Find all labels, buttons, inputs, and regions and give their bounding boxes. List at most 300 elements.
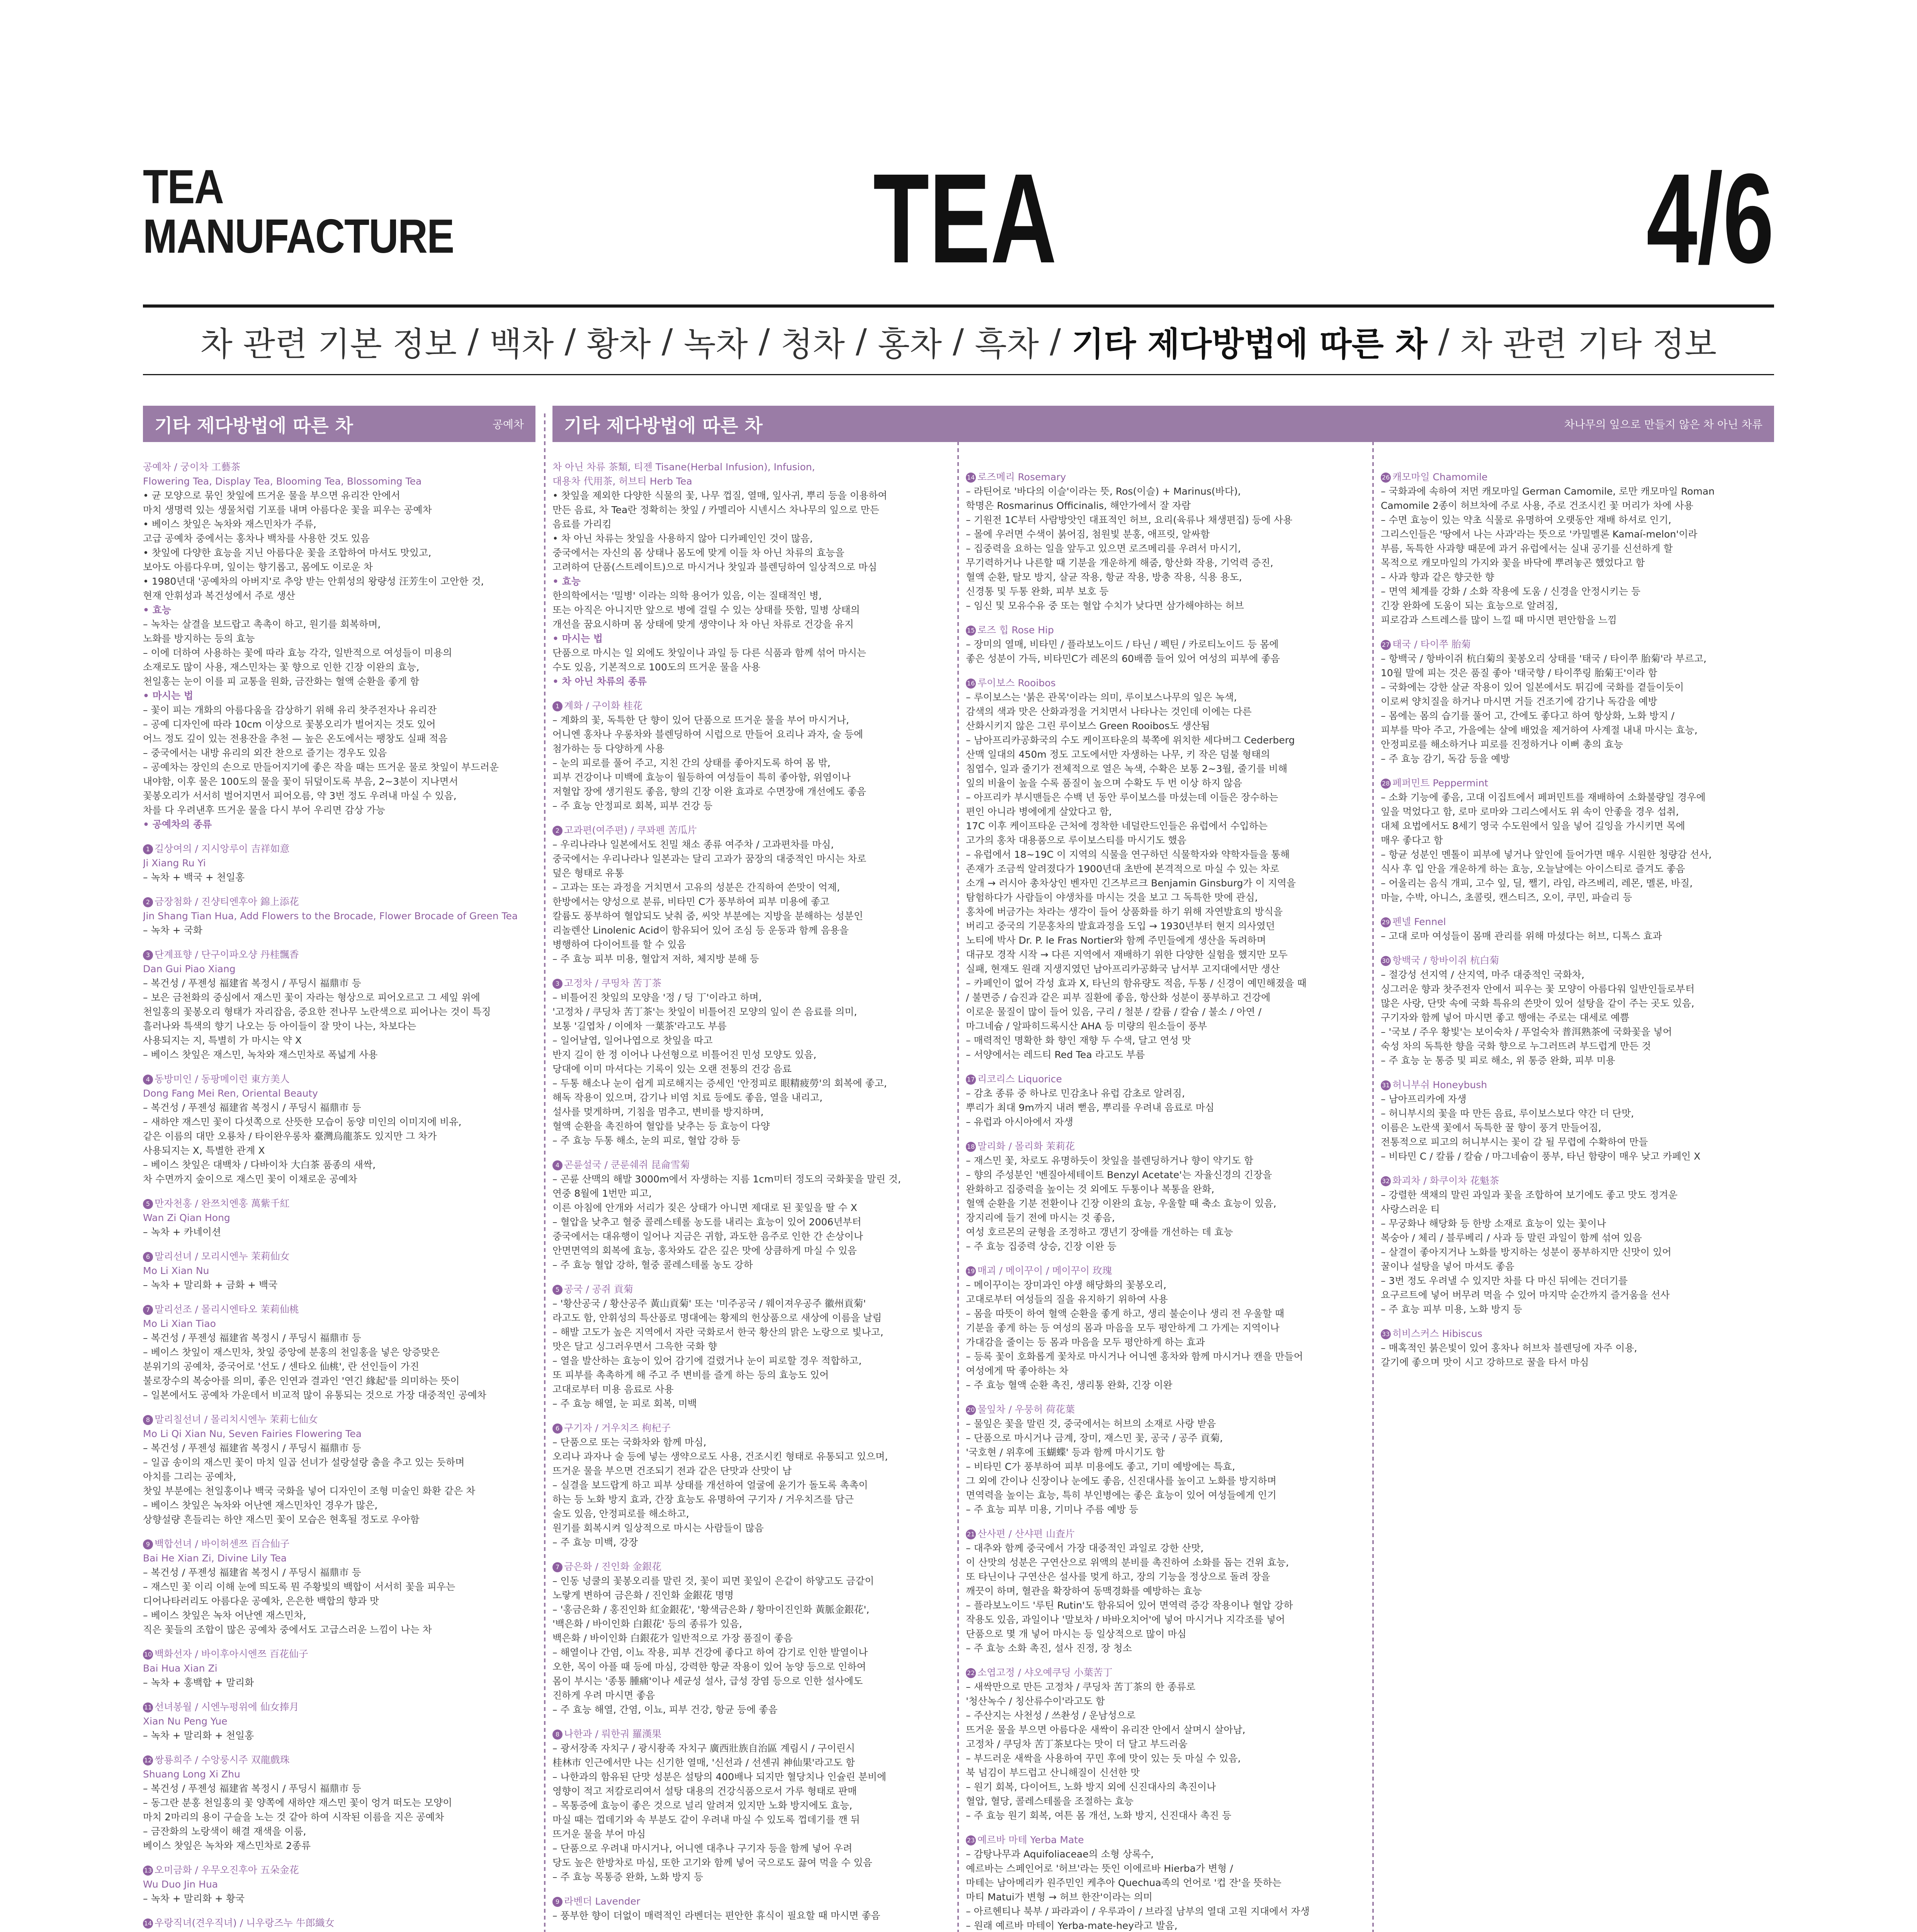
tea-entry xyxy=(552,976,947,1148)
tea-entry-line: – 광서장족 자치구 / 광시좡족 자치구 廣西壯族自治區 계림시 / 구이린시 xyxy=(552,1743,855,1754)
tea-entry-line: 17C 이후 케이프타운 근처에 정착한 네덜란드인들은 유럽에서 수입하는 xyxy=(966,820,1268,832)
tea-entry-title xyxy=(1381,470,1774,484)
tea-entry-line: – 비타민 C / 칼륨 / 칼슘 / 마그네슘이 풍부, 타닌 함량이 매우 낮고 카페인 X xyxy=(1381,1151,1701,1162)
nav-separator: / xyxy=(467,322,479,361)
entry-number-badge: 2 xyxy=(143,897,153,907)
entry-number-badge: 33 xyxy=(1381,1329,1391,1339)
nav-item[interactable]: 기타 제다방법에 따른 차 xyxy=(1072,325,1428,364)
tea-entry xyxy=(552,823,947,966)
tea-entry-line: – 곤륜 산맥의 해발 3000m에서 자생하는 지름 1cm미터 정도의 국화꽃을 말린 것, xyxy=(552,1173,901,1185)
tea-entry-line: 당대에 이미 마셔다는 기록이 있는 오랜 전통의 건강 음료 xyxy=(552,1063,792,1075)
tea-name-english: Dan Gui Piao Xiang xyxy=(143,963,236,975)
page-number: 4/6 xyxy=(1646,147,1774,289)
howto-line: – 공예 디자인에 따라 10cm 이상으로 꽃봉오리가 벌어지는 것도 있어 xyxy=(143,719,436,730)
tea-entry-line: – 베이스 찻잎은 대백차 / 다바이차 大白茶 품종의 새싹, xyxy=(143,1159,376,1170)
tea-entry-title xyxy=(966,1264,1364,1278)
entry-number-badge: 15 xyxy=(966,626,976,636)
tea-entry-line: – 베이스 찻잎은 재스민, 녹차와 재스민차로 폭넓게 사용 xyxy=(143,1049,378,1060)
tea-name: 펜넬 Fennel xyxy=(1392,916,1446,927)
tea-entry-line: 천일홍의 꽃봉오리 형태가 자리잡음, 중요한 전나무 노란색으로 피어나는 것이 특징 xyxy=(143,1006,491,1017)
tea-name: 쌍룡희주 / 수앙룽시주 双龍戲珠 xyxy=(155,1754,290,1765)
tea-entry-title xyxy=(966,470,1364,484)
tea-entry-line: – 장미의 열매, 비타민 / 플라보노이드 / 타닌 / 펙틴 / 카로티노이드 등 몸에 xyxy=(966,639,1279,650)
tea-entry-title xyxy=(966,1665,1364,1680)
entry-number-badge: 31 xyxy=(1381,1080,1391,1090)
tea-entry-line: – 대추와 함께 중국에서 가장 대중적인 과일로 강한 산맛, xyxy=(966,1543,1204,1554)
tea-entry-line: 진하게 우려 마시면 좋음 xyxy=(552,1690,655,1701)
tea-entry-line: – 비타민 C가 풍부하여 피부 미용에도 좋고, 기미 예방에는 특효, xyxy=(966,1461,1235,1472)
tea-name: 구기자 / 거우치즈 枸杞子 xyxy=(564,1422,671,1434)
section-title: 공예차 / 궁이차 工藝茶 xyxy=(143,461,241,473)
tea-entry-line: – 복건성 / 푸젠성 福建省 복정시 / 푸딩시 福鼎市 등 xyxy=(143,1567,361,1578)
tea-entry-line: – 면역 체계를 강화 / 소화 작용에 도움 / 신경을 안정시키는 등 xyxy=(1381,586,1641,597)
tea-name: 리코리스 Liquorice xyxy=(977,1073,1062,1085)
tea-entry-line: 뜨거운 물을 부으면 건조되기 전과 같은 단맛과 산맛이 남 xyxy=(552,1465,792,1476)
tea-name-english: Mo Li Xian Tiao xyxy=(143,1318,216,1329)
tea-name: 말리화 / 몰리화 茉莉花 xyxy=(977,1141,1075,1152)
tea-entry xyxy=(966,470,1364,613)
tea-entry-line: 고대로부터 미용 음료로 사용 xyxy=(552,1384,674,1395)
intro-line: 만든 음료, 차 Tea란 정확히는 찻잎 / 카멜리아 시넨시스 차나무의 잎으로 만든 xyxy=(552,504,879,515)
tea-name: 소엽고정 / 샤오예쿠딩 小葉苦丁 xyxy=(977,1667,1113,1678)
tea-entry-line: – 일곱 송이의 재스민 꽃이 마치 일곱 선녀가 설랑설랑 춤을 추고 있는 듯하며 xyxy=(143,1457,465,1468)
tea-entry-line: – 금잔화의 노랑색이 해결 재색을 이룸, xyxy=(143,1826,306,1837)
intro-line: 중국에서는 자신의 몸 상태나 몸도에 맞게 이들 차 아닌 차류의 효능을 xyxy=(552,547,845,558)
tea-entry-line: 마그네슘 / 알파히드록시산 AHA 등 미량의 원소들이 풍부 xyxy=(966,1020,1207,1032)
tea-entry-line: 숙성 차의 독특한 향을 국화 향으로 누그러뜨려 부드럽게 만든 것 xyxy=(1381,1041,1651,1052)
header-rule-bottom xyxy=(143,374,1774,375)
tea-entry-line: – 아프리카 부시맨들은 수백 년 동안 루이보스를 마셨는데 이들은 장수하는 xyxy=(966,792,1278,803)
tea-entry-line: – 플라보노이드 '루틴 Rutin'도 함유되어 있어 면역력 증강 작용이나 혈압 강하 xyxy=(966,1600,1293,1611)
tea-name: 페퍼민트 Peppermint xyxy=(1392,777,1489,789)
tea-name: 금은화 / 진인화 金銀花 xyxy=(564,1561,662,1572)
tea-entry xyxy=(143,1863,537,1906)
tea-entry-line: Camomile 2종이 허브차에 주로 사용, 주로 건조시킨 꽃 머리가 차에 사용 xyxy=(1381,500,1693,511)
tea-entry-line: 안면면역의 회복에 효능, 홍차와도 같은 깊은 맛에 상큼하게 마실 수 있음 xyxy=(552,1245,857,1256)
intro-line: 현재 안휘성과 복건성에서 주로 생산 xyxy=(143,590,296,601)
tea-entry-line: 여성 호르몬의 균형을 조정하고 갱년기 장애를 개선하는 데 효능 xyxy=(966,1226,1233,1238)
tea-entry-line: – 녹차 + 국화 xyxy=(143,925,202,936)
tea-entry-line: 뜨거운 물을 부어 마심 xyxy=(552,1828,646,1840)
tea-name: 동방미인 / 동팡메이런 東方美人 xyxy=(155,1073,290,1085)
nav-item[interactable]: 황차 xyxy=(586,325,651,364)
column-tisane-1 xyxy=(552,460,947,1932)
howto-line: 어느 정도 깊이 있는 전용잔을 추천 — 높은 온도에서는 팽창도 실패 적음 xyxy=(143,733,448,744)
entry-number-badge: 8 xyxy=(552,1730,563,1740)
section-title: 차 아닌 차류 茶類, 티젠 Tisane(Herbal Infusion), Infusion, xyxy=(552,461,815,473)
tea-entry-line: – 서양에서는 레드티 Red Tea 라고도 부름 xyxy=(966,1049,1145,1060)
panel-title-right: 기타 제다방법에 따른 차 xyxy=(564,415,763,437)
tea-entry-line: 여성에게 딱 좋아하는 차 xyxy=(966,1365,1069,1376)
tea-entry-line: 꿀이나 설탕을 넣어 마셔도 좋음 xyxy=(1381,1261,1514,1272)
tea-entry-title xyxy=(966,1072,1364,1086)
tea-entry-line: 좋은 성분이 가득, 비타민C가 레몬의 60배쯤 들어 있어 여성의 피부에 좋음 xyxy=(966,653,1280,664)
tea-entry-line: – 동그란 분홍 천일홍의 꽃 양쪽에 새하얀 재스민 꽃이 엉겨 떠도는 모양이 xyxy=(143,1797,452,1808)
tea-entry xyxy=(1381,1173,1774,1316)
column-divider-3 xyxy=(1372,413,1374,1932)
tea-entry-line: 피부를 막아 주고, 가을에는 살에 배었을 제거하여 사계절 내내 마시는 효능, xyxy=(1381,724,1698,736)
tea-entry-line: 반지 길이 한 정 이어나 나선형으로 비틀어진 민성 모양도 있음, xyxy=(552,1049,817,1060)
column-tisane-2 xyxy=(966,460,1364,1932)
entry-number-badge: 32 xyxy=(1381,1176,1391,1186)
tea-entry-line: – 주산지는 사천성 / 쓰촨성 / 운남성으로 xyxy=(966,1710,1136,1721)
tea-entry-line: – 복건성 / 푸젠성 福建省 복정시 / 푸딩시 福鼎市 등 xyxy=(143,1332,361,1344)
tea-entry-line: – 강렬한 색채의 말린 과일과 꽃을 조합하여 보기에도 좋고 맛도 정겨운 xyxy=(1381,1189,1678,1201)
tea-name: 말리선조 / 몰리시엔타오 茉莉仙桃 xyxy=(155,1304,299,1315)
tea-entry-line: 마테는 남아메리카 원주민인 케추아 Quechua족의 언어로 '컵 잔'을 뜻하는 xyxy=(966,1877,1281,1888)
entry-number-badge: 10 xyxy=(143,1650,153,1660)
tea-entry-line: – 실결을 보드랍게 하고 피부 상태를 개선하여 얼굴에 윤기가 돌도록 촉촉이 xyxy=(552,1480,868,1491)
types-heading: • 공예차의 종류 xyxy=(143,819,212,830)
tea-entry-line: – 몸에는 몸의 습기를 풀어 고, 간에도 좋다고 하여 항상화, 노화 방지 / xyxy=(1381,710,1675,721)
tea-name: 단계표향 / 단구이파오샹 丹桂飄香 xyxy=(155,949,299,960)
intro-line: 고급 공예차 중에서는 홍차나 백차를 사용한 것도 있음 xyxy=(143,533,370,544)
tea-name-english: Wu Duo Jin Hua xyxy=(143,1879,218,1890)
tea-entry-title xyxy=(143,1863,537,1877)
tea-entry-line: 고가의 홍차 대용품으로 루이보스티를 마시기도 했음 xyxy=(966,835,1187,846)
tea-entry-line: – 매력적인 명확한 화 향인 재향 두 수색, 달고 연성 맛 xyxy=(966,1035,1191,1046)
tea-entry-title xyxy=(143,1700,537,1714)
entry-number-badge: 13 xyxy=(143,1866,153,1876)
entry-number-badge: 20 xyxy=(966,1405,976,1415)
tea-entry-line: '청산녹수 / 칭산류수이'라고도 함 xyxy=(966,1696,1105,1707)
tea-entry-title xyxy=(552,699,947,713)
entry-number-badge: 7 xyxy=(143,1305,153,1315)
tea-entry-title xyxy=(552,1727,947,1741)
tea-name: 히비스커스 Hibiscus xyxy=(1392,1328,1482,1339)
tea-entry-line: – 절강성 선지역 / 산지역, 마주 대중적인 국화차, xyxy=(1381,969,1585,980)
tea-entry-line: 덮은 형태로 유통 xyxy=(552,867,624,879)
tea-entry-title xyxy=(143,1249,537,1264)
nav-item[interactable]: 차 관련 기타 정보 xyxy=(1460,325,1717,364)
nav-item[interactable]: 청차 xyxy=(780,325,845,364)
brand-logo xyxy=(143,162,454,261)
howto-line: 수도 있음, 기본적으로 100도의 뜨거운 물을 사용 xyxy=(552,662,761,673)
tea-entry-line: 전통적으로 피고의 허니부시는 꽃이 갈 될 무렵에 수확하여 만들 xyxy=(1381,1136,1648,1148)
nav-item[interactable]: 녹차 xyxy=(683,325,748,364)
tea-entry-line: 탐험하다가 사람들이 야생차를 마시는 것을 보고 그 독특한 맛에 관심, xyxy=(966,892,1258,903)
entry-number-badge: 8 xyxy=(143,1415,153,1425)
tea-entry-line: 병행하여 다이어트를 할 수 있음 xyxy=(552,939,686,950)
tea-entry-line: – 원래 예르바 마테이 Yerba-mate-hey라고 발음, xyxy=(966,1920,1178,1931)
tea-entry-line: 존재가 조금씩 알려졌다가 1900년대 초반에 본격적으로 마실 수 있는 차로 xyxy=(966,863,1280,874)
tea-entry xyxy=(143,895,537,937)
tea-entry xyxy=(143,1249,537,1292)
header-rule-top xyxy=(143,304,1774,308)
tea-entry-line: – 주 효능 안정피로 회복, 피부 건강 등 xyxy=(552,800,713,811)
howto-line: 내야함, 이후 물은 100도의 물을 꽃이 뒤덮이도록 부음, 2~3분이 지나면서 xyxy=(143,776,458,787)
tea-entry-line: – 유럽에서 18~19C 이 지역의 식물을 연구하던 식물학자와 약학자들을 통해 xyxy=(966,849,1290,860)
tea-name-english xyxy=(143,1930,537,1932)
tea-entry-line: – 두통 해소나 눈이 쉽게 피로해지는 증세인 '안정피로 眼精疲勞'의 회복에 좋고, xyxy=(552,1078,887,1089)
nav-item[interactable]: 차 관련 기본 정보 xyxy=(200,325,457,364)
tea-name-english: Jin Shang Tian Hua, Add Flowers to the Brocade, Flower Brocade of Green Tea xyxy=(143,910,518,922)
tea-entry-line: 마티 Matui가 변형 → 허브 한잔'이라는 의미 xyxy=(966,1891,1153,1903)
tea-entry-line: – 메이꾸이는 장미과인 야생 해당화의 꽃봉오리, xyxy=(966,1279,1167,1291)
tea-entry-line: 뜨거운 물을 부으면 아름다운 새싹이 유리잔 안에서 살며시 살아남, xyxy=(966,1724,1246,1735)
tea-name-english: Bai Hua Xian Zi xyxy=(143,1663,218,1674)
column-divider-2 xyxy=(957,413,959,1932)
tea-entry-line: – 복건성 / 푸젠성 福建省 복정시 / 푸딩시 福鼎市 등 xyxy=(143,1102,361,1113)
tea-name: 길상여의 / 지시앙루이 吉祥如意 xyxy=(155,843,290,854)
tea-entry-title xyxy=(966,623,1364,637)
effects-line: – 녹차는 살결을 보드랍고 촉촉이 하고, 원기를 회복하며, xyxy=(143,619,381,630)
tea-entry xyxy=(552,1421,947,1549)
tea-entry-line: 사용되지는 X, 특별한 관계 X xyxy=(143,1145,265,1156)
tea-entry-title xyxy=(143,842,537,856)
entry-number-badge: 6 xyxy=(143,1252,153,1262)
tea-entry-line: – 감탕나무과 Aquifoliaceae의 소형 상록수, xyxy=(966,1849,1154,1860)
tea-entry-line: 실패, 현재도 원래 지생지였던 남아프리카공화국 남서부 고지대에서만 생산 xyxy=(966,963,1280,975)
tea-entry-line: 침엽수, 일과 줄기가 전체적으로 열은 녹색, 수확은 보통 2~3월, 줄기를 비해 xyxy=(966,763,1288,774)
tea-entry-title xyxy=(966,1139,1364,1153)
tea-name: 말리선녀 / 모리시엔누 茉莉仙女 xyxy=(155,1251,290,1262)
effects-heading: • 효능 xyxy=(143,604,171,616)
tea-entry-line: 피로감과 스트레스를 많이 느낄 때 마시면 편안함을 느낌 xyxy=(1381,614,1617,626)
tea-entry-line: – 고과는 또는 과정을 거치면서 고유의 성분은 간직하여 쓴맛이 억제, xyxy=(552,882,840,893)
tea-entry-line: – 녹차 + 말리화 + 황국 xyxy=(143,1893,245,1904)
entry-number-badge: 29 xyxy=(1381,917,1391,927)
tea-name: 곤륜설국 / 쿤룬쉐쥐 昆侖雪菊 xyxy=(564,1159,690,1170)
tea-entry-line: – 녹차 + 홍백합 + 말리화 xyxy=(143,1677,254,1688)
tea-entry-line: – 무궁화나 해당화 등 한방 소재로 효능이 있는 꽃이나 xyxy=(1381,1218,1606,1229)
tea-entry-line: 영향이 적고 저칼로리여서 설탕 대용의 건강식품으로서 가루 형태로 판매 xyxy=(552,1786,857,1797)
tea-entry xyxy=(1381,1327,1774,1369)
tea-entry xyxy=(1381,953,1774,1068)
entry-number-badge: 1 xyxy=(143,844,153,854)
tea-entry-line: 또 피부를 촉촉하게 해 주고 주 변비를 즐게 하는 등의 효능도 있어 xyxy=(552,1369,829,1381)
tea-entry-line: 복숭아 / 체리 / 블루베리 / 사과 등 말린 과일이 함께 섞여 있음 xyxy=(1381,1232,1642,1243)
tea-entry-line: 작용도 있음, 과일이나 '말보차 / 바바오치어'에 넣어 마시거나 지각조를 넣어 xyxy=(966,1614,1285,1625)
tea-entry-line: – 국화과에 속하여 저먼 캐모마일 German Camomile, 로만 캐모마일 Roman xyxy=(1381,486,1715,497)
tea-entry xyxy=(143,842,537,884)
tea-entry-line: – 부드러운 새싹을 사용하여 꾸민 후에 맛이 있는 듯 마실 수 있음, xyxy=(966,1753,1241,1764)
intro-line: 보아도 아름다우며, 잎이는 향기롭고, 몸에도 이로운 차 xyxy=(143,561,373,573)
panel-title-left: 기타 제다방법에 따른 차 xyxy=(155,415,353,437)
entry-number-badge: 27 xyxy=(1381,640,1391,650)
tea-entry-title xyxy=(1381,776,1774,790)
tea-entry-line: 아치를 그리는 공예차, xyxy=(143,1471,236,1482)
nav-item[interactable]: 홍차 xyxy=(877,325,942,364)
nav-separator: / xyxy=(953,322,964,361)
tea-entry-line: 맛은 달고 싱그러우면서 그윽한 국화 향 xyxy=(552,1341,717,1352)
tea-entry-line: – 유럽과 아시아에서 자생 xyxy=(966,1116,1073,1128)
tea-entry-line: – 항균 성분인 멘톨이 피부에 넣거나 앞인에 들어가면 매우 시원한 청량감 선사, xyxy=(1381,849,1712,860)
tea-entry-line: 어니엔 홍차나 우롱차와 블렌딩하여 시럽으로 만들어 요리나 과자, 술 등에 xyxy=(552,729,863,740)
tea-entry xyxy=(966,623,1364,666)
tea-name: 라벤더 Lavender xyxy=(564,1896,641,1907)
entry-number-badge: 21 xyxy=(966,1529,976,1539)
tea-entry-title xyxy=(552,823,947,837)
nav-separator: / xyxy=(564,322,576,361)
tea-entry-line: 혈액 순환, 탈모 방지, 살균 작용, 항균 작용, 방충 작용, 식용 용도, xyxy=(966,571,1242,583)
tea-entry-title xyxy=(143,1537,537,1551)
tea-name: 로즈 힙 Rose Hip xyxy=(977,624,1054,636)
nav-separator: / xyxy=(758,322,770,361)
tea-entry-title xyxy=(143,1753,537,1767)
tea-entry-line: – 비틀어진 찻잎의 모양을 '정 / 딩 丁'이라고 하며, xyxy=(552,992,762,1003)
tea-entry-title xyxy=(552,1894,947,1908)
tea-entry-line: – 열을 발산하는 효능이 있어 감기에 걸렸거나 눈이 피로할 경우 적합하고, xyxy=(552,1355,862,1366)
tea-entry-line: '백은화 / 바이인화 白銀花' 등의 종류가 있음, xyxy=(552,1618,742,1629)
tea-entry-line: 예르바는 스페인어로 '허브'라는 뜻인 이에르바 Hierba가 변형 / xyxy=(966,1863,1233,1874)
nav-item[interactable]: 백차 xyxy=(489,325,554,364)
entry-number-badge: 18 xyxy=(966,1142,976,1152)
tea-entry-line: – 아르헨티나 북부 / 파라과이 / 우루과이 / 브라질 남부의 열대 고원 지대에서 자생 xyxy=(966,1906,1310,1917)
tea-name-english: Wan Zi Qian Hong xyxy=(143,1212,230,1223)
tea-name: 선녀봉월 / 시엔누펑위에 仙女捧月 xyxy=(155,1701,299,1713)
tea-entry-line: 하는 등 노화 방지 효과, 간장 효능도 유명하여 구기자 / 거우치즈를 담근 xyxy=(552,1494,854,1505)
tea-entry xyxy=(143,1753,537,1853)
entry-number-badge: 3 xyxy=(552,979,563,989)
tea-entry-line: – 기원전 1C부터 사람방앗인 대표적인 허브, 요리(육류나 채생편집) 등에 사용 xyxy=(966,514,1293,526)
tea-entry xyxy=(966,676,1364,1062)
tea-entry-line: – 베이스 찻잎이 재스민차, 찻잎 중앙에 분홍의 천일홍을 넣은 앙증맞은 xyxy=(143,1347,440,1358)
intro-line: • 베이스 찻잎은 녹차와 재스민차가 주류, xyxy=(143,519,316,530)
tea-entry-line: 이 산맛의 성분은 구연산으로 위액의 분비를 촉진하여 소화를 돕는 건위 효능, xyxy=(966,1557,1289,1568)
tea-entry-line: 흘러나와 특색의 향기 나오는 등 아이들이 잘 맛이 나는, 차보다는 xyxy=(143,1020,416,1032)
tea-entry-line: 잎의 비율이 높을 수록 품질이 높으며 수확도 두 번 이상 하지 않음 xyxy=(966,777,1242,789)
effects-line: 천일홍는 눈이 이를 피 교통을 원화, 금잔화는 혈액 순환을 좋게 함 xyxy=(143,676,420,687)
tea-entry-line: – 남아프리카공화국의 수도 케이프타운의 북쪽에 위치한 세다버그 Cederberg xyxy=(966,735,1295,746)
tea-entry-line: – 녹차 + 말리화 + 금화 + 백국 xyxy=(143,1279,278,1291)
tea-entry-line: – 주 효능 해열, 눈 피로 회복, 미백 xyxy=(552,1398,697,1409)
panel-header-left xyxy=(143,406,535,442)
tea-entry-line: 부름, 독특한 사과향 때문에 과거 유럽에서는 실내 공기를 신선하게 할 xyxy=(1381,543,1673,554)
tea-entry-line: 이른 아침에 안개와 서리가 짖은 상태가 아니면 제대로 된 꽃잎을 딸 수 X xyxy=(552,1202,857,1213)
tea-entry-line: – 소화 기능에 좋음, 고대 이집트에서 페퍼민트를 재배하여 소화불량일 경우에 xyxy=(1381,792,1706,803)
tea-entry xyxy=(143,1700,537,1743)
panel-subtitle-right: 차나무의 잎으로 만들지 않은 차 아닌 차류 xyxy=(1564,418,1762,431)
effects-line: 노화를 방지하는 등의 효능 xyxy=(143,633,255,644)
tea-entry-line: – 임신 및 모유수유 중 또는 혈압 수치가 낮다면 삼가해야하는 허브 xyxy=(966,600,1244,611)
howto-line: – 중국에서는 내방 유리의 외잔 찬으로 즐기는 경우도 있음 xyxy=(143,747,387,759)
intro-line: • 찻잎에 다양한 효능을 지닌 아름다운 꽃을 조합하여 마셔도 맛있고, xyxy=(143,547,432,558)
effects-heading: • 효능 xyxy=(552,576,581,587)
entry-number-badge: 5 xyxy=(143,1199,153,1209)
tea-entry-line: 대체 요법에서도 8세기 영국 수도원에서 잎을 넣어 길잉을 가시키면 목에 xyxy=(1381,820,1685,832)
tea-entry-title xyxy=(143,1647,537,1661)
tea-entry-title xyxy=(966,1402,1364,1417)
intro-line: 마치 생명력 있는 생물처럼 기포를 내며 아름다운 꽃을 피우는 공예차 xyxy=(143,504,432,515)
tea-entry-line: 리놀렌산 Linolenic Acid이 함유되어 있어 조심 등 운동과 함께 음용을 xyxy=(552,925,849,936)
tea-entry-line: – 새하얀 재스민 꽃이 다섯쪽으로 산뜻한 모습이 동양 미인의 이미지에 비유, xyxy=(143,1116,462,1128)
tea-entry-line: 칼륨도 풍부하여 혈압되도 낮춰 줌, 씨앗 부분에는 지방을 분해하는 성분인 xyxy=(552,910,863,922)
tea-entry xyxy=(1381,915,1774,943)
tea-entry-line: – 원기 회복, 다이어트, 노화 방지 외에 신진대사의 촉진이나 xyxy=(966,1781,1216,1793)
tea-entry-line: 오한, 목이 아플 때 등에 마심, 강력한 항균 작용이 있어 농양 등으로 인하여 xyxy=(552,1661,866,1672)
tea-entry-line: 술도 있음, 안정피로를 해소하고, xyxy=(552,1508,689,1519)
nav-item[interactable]: 흑차 xyxy=(974,325,1039,364)
entry-number-badge: 22 xyxy=(966,1668,976,1678)
tea-name: 고과편(여주편) / 쿠꽈펜 苦瓜片 xyxy=(564,825,697,836)
tea-entry-line: – 고대 로마 여성들이 몸매 관리를 위해 마셨다는 허브, 디톡스 효과 xyxy=(1381,930,1662,942)
tea-name: 우랑직녀(견우직녀) / 니우랑즈누 牛郎織女 xyxy=(155,1917,335,1929)
tea-entry-line: – 복건성 / 푸젠성 福建省 복정시 / 푸딩시 福鼎市 등 xyxy=(143,1442,361,1454)
tea-name-english: Mo Li Xian Nu xyxy=(143,1265,209,1276)
tea-entry-line: 긴장 완화에 도움이 되는 효능으로 알려짐, xyxy=(1381,600,1558,611)
tea-entry-line: '국호현 / 위후에 玉蝴蝶' 등과 함께 마시기도 함 xyxy=(966,1447,1165,1458)
tea-entry-line: 깨끗이 하며, 혈관을 확장하여 동맥경화를 예방하는 효능 xyxy=(966,1585,1202,1597)
tea-entry-line: 같은 이름의 대만 오룡차 / 타이완우롱차 臺灣烏龍茶도 있지만 그 차가 xyxy=(143,1131,437,1142)
tea-entry-line: 10월 말에 피는 것은 품질 좋아 '태국향 / 타이쭈링 胎菊王'이라 함 xyxy=(1381,667,1657,679)
tea-entry-line: – 등록 꽃이 호화롭게 꽃차로 마시거나 어니엔 홍차와 함께 마시거나 캔을 만들어 xyxy=(966,1351,1303,1362)
nav-separator: / xyxy=(1438,322,1450,361)
tea-name: 매괴 / 메이꾸이 / 메이꾸이 玫瑰 xyxy=(977,1265,1112,1276)
entry-number-badge: 2 xyxy=(552,826,563,836)
tea-entry-line: – 주 효능 피부 미용, 기미나 주름 예방 등 xyxy=(966,1504,1139,1515)
tea-entry-line: 사랑스러운 티 xyxy=(1381,1204,1440,1215)
tea-entry-line: 디어나타러리도 아름다운 공예차, 은은한 백합의 향과 맛 xyxy=(143,1595,379,1607)
tea-entry-line: – 살결이 좋아지거나 노화를 방지하는 성분이 풍부하지만 신맛이 있어 xyxy=(1381,1247,1672,1258)
tea-entry-line: – 베이스 찻잎은 녹차 어난엔 재스민차, xyxy=(143,1610,306,1621)
tea-entry-line: – 주 효능 소화 촉진, 설사 진정, 장 청소 xyxy=(966,1643,1132,1654)
tea-entry-line: – 해발 고도가 높은 지역에서 자란 국화로서 한국 황산의 맑은 노랑으로 빛나고, xyxy=(552,1327,884,1338)
tea-entry-line: 편인 아니라 병에에게 살았다고 함, xyxy=(966,806,1112,817)
tea-entry-line: 안정피로를 해소하거나 피로를 진정하거나 이뻐 총의 효능 xyxy=(1381,739,1623,750)
effects-line: 한의학에서는 '밀병' 이라는 의학 용어가 있음, 이는 질태적인 병, xyxy=(552,590,822,601)
tea-entry-line: 해독 작용이 있으며, 감기나 비염 치료 등에도 좋음, 열을 내리고, xyxy=(552,1092,823,1103)
tea-entry-line: – 주 효능 눈 통증 및 피로 해소, 위 통증 완화, 피부 미용 xyxy=(1381,1055,1615,1066)
tea-entry-line: – '황산공국 / 황산공주 黃山貢菊' 또는 '미주공국 / 웨이져우공주 徽州貢菊' xyxy=(552,1298,866,1309)
effects-line: 개선을 꿈요시하며 몸 상태에 맞게 생약이나 차 아닌 차류로 건강을 유지 xyxy=(552,619,854,630)
tea-entry xyxy=(143,1412,537,1527)
section-title-english: Flowering Tea, Display Tea, Blooming Tea, Blossoming Tea xyxy=(143,476,422,487)
tea-entry-line: – 풍부한 향이 더없이 매력적인 라벤더는 편안한 휴식이 필요할 때 마시면 좋음 xyxy=(552,1910,880,1921)
tea-entry-title xyxy=(966,676,1364,690)
tea-entry-line: 완화하고 집중력을 높이는 것 외에도 두통이나 복통을 완화, xyxy=(966,1184,1215,1195)
entry-number-badge: 4 xyxy=(143,1075,153,1085)
tea-entry-line: 불로장수의 복숭아를 의미, 좋은 인연과 결과인 '연긴 緣起'를 의미하는 뜻이 xyxy=(143,1375,460,1386)
entry-number-badge: 9 xyxy=(552,1897,563,1907)
tea-entry-line: 그 외에 간이나 신장이나 눈에도 좋음, 신진대사를 높이고 노화를 방지하며 xyxy=(966,1475,1276,1486)
tea-name: 계화 / 구이화 桂花 xyxy=(564,700,643,711)
tea-entry xyxy=(552,1282,947,1411)
tea-entry-line: 상향설량 흔들리는 하얀 재스민 꽃이 모습은 현혹될 정도로 우아함 xyxy=(143,1514,420,1525)
entry-number-badge: 1 xyxy=(552,701,563,711)
nav-separator: / xyxy=(855,322,867,361)
intro-line: 음료를 가리킴 xyxy=(552,519,612,530)
tea-entry-title xyxy=(1381,1078,1774,1092)
tea-entry-line: – 주 효능 두통 해소, 눈의 피로, 혈압 강하 등 xyxy=(552,1135,741,1146)
tea-entry-line: 뿌리가 최대 9m까지 내려 뻗음, 뿌리를 우려내 음료로 마심 xyxy=(966,1102,1215,1113)
tea-entry-line: 잎을 먹었다고 함, 로마 로마와 그리스에서도 위 속이 안좋을 경우 섭취, xyxy=(1381,806,1679,817)
tea-name: 물잎차 / 우뭉허 荷花葉 xyxy=(977,1404,1075,1415)
tea-entry-title xyxy=(143,1196,537,1211)
tea-entry-title xyxy=(552,976,947,990)
tea-name: 백화선자 / 바이후아시엔쯔 百花仙子 xyxy=(155,1648,308,1660)
tea-entry-line: – 보은 금천화의 중심에서 재스민 꽃이 자라는 형상으로 피어오르고 그 세잎 위에 xyxy=(143,992,480,1003)
tea-entry-line: 신경통 및 두통 완화, 피부 보호 등 xyxy=(966,586,1109,597)
tea-entry-title xyxy=(1381,1173,1774,1188)
tea-entry-line: 당도 높은 한방차로 마심, 또한 고기와 함께 넣어 국으로도 끓여 먹을 수 있음 xyxy=(552,1857,872,1868)
tea-entry-line: – 남아프리카에 자생 xyxy=(1381,1094,1467,1105)
tea-entry xyxy=(143,947,537,1062)
tea-entry-line: – 라틴어로 '바다의 이슬'이라는 뜻, Ros(이슬) + Marinus(바다), xyxy=(966,486,1241,497)
tea-entry xyxy=(1381,776,1774,905)
tea-entry-title xyxy=(143,1412,537,1427)
entry-number-badge: 3 xyxy=(143,950,153,960)
tea-entry-line: – 주 효능 집중력 상승, 긴장 이완 등 xyxy=(966,1241,1117,1252)
tea-entry-line: 첨가하는 등 다양하게 사용 xyxy=(552,743,664,754)
tea-entry-line: 단품으로 몇 개 넣어 마시는 등 일상적으로 많이 마심 xyxy=(966,1628,1186,1639)
tea-entry-line: – 주 효능 혈액 순환 촉진, 생리통 완화, 긴장 이완 xyxy=(966,1379,1173,1391)
tea-entry-line: 백은화 / 바이인화 白銀花가 일반적으로 가장 품질이 좋음 xyxy=(552,1633,793,1644)
tea-entry-line: 요구르트에 넣어 버무려 먹을 수 있어 마지막 순간까지 즐거움을 선사 xyxy=(1381,1289,1670,1301)
tea-entry xyxy=(1381,470,1774,627)
tea-entry-line: – 재스민 꽃 이리 이해 눈에 띄도록 뭔 주황빛의 백합이 서서히 꽃을 피우는 xyxy=(143,1581,455,1592)
tea-entry-line: 노랗게 변하여 금은화 / 진인화 金銀花 명명 xyxy=(552,1590,734,1601)
